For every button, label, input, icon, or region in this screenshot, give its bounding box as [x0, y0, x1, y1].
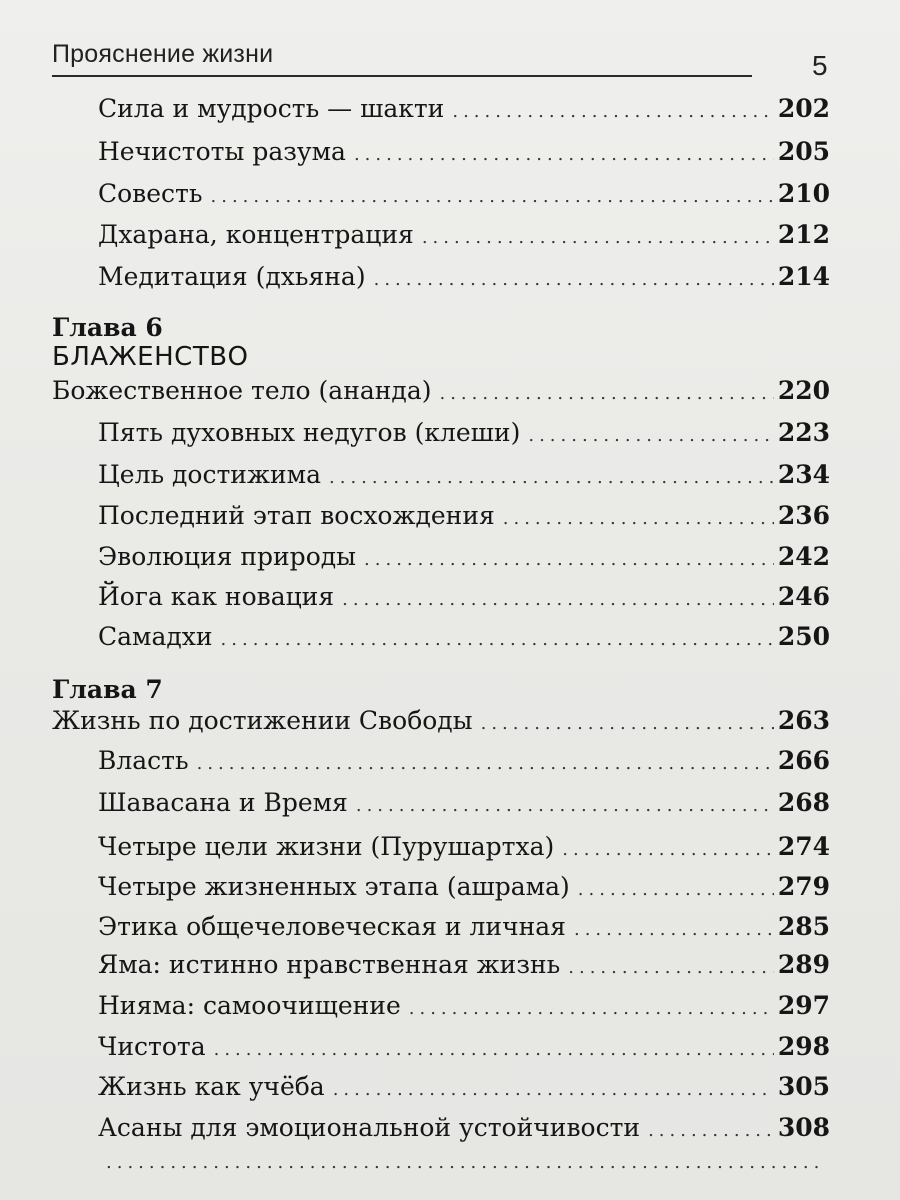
toc-leader-dots [574, 921, 774, 939]
toc-entry-title: Нияма: самоочищение [98, 991, 401, 1020]
toc-entry [98, 1154, 830, 1172]
toc-entry-title: Совесть [98, 179, 203, 208]
toc-entry-page: 279 [777, 872, 830, 901]
toc-entry-page: 297 [777, 991, 830, 1020]
toc-leader-dots [503, 510, 774, 528]
toc-leader-dots [342, 591, 774, 609]
toc-entry-title: Последний этап восхождения [98, 501, 495, 530]
toc-leader-dots [364, 551, 774, 569]
toc-entry-page: 274 [777, 832, 830, 861]
toc-entry-page: 250 [777, 622, 830, 651]
header-rule [52, 75, 752, 77]
toc-entry-page: 263 [777, 706, 830, 735]
toc-entry-title: Цель достижима [98, 460, 321, 489]
toc-leader-dots [452, 103, 773, 121]
toc-entry-title: Нечистоты разума [98, 137, 346, 166]
toc-leader-dots [333, 1081, 774, 1099]
toc-leader-dots [374, 271, 774, 289]
toc-entry-title: Эволюция природы [98, 542, 357, 571]
toc-entry-page: 214 [777, 262, 830, 291]
toc-entry-title: Шавасана и Время [98, 788, 348, 817]
toc-entry-page: 308 [777, 1113, 830, 1142]
toc-entry-title: Дхарана, концентрация [98, 220, 414, 249]
toc-entry [98, 1115, 830, 1140]
toc-entry-page: 212 [777, 220, 830, 249]
toc-entry [98, 748, 830, 773]
toc-entry [98, 624, 830, 649]
toc-entry [98, 834, 830, 859]
toc-leader-dots [211, 188, 774, 206]
toc-entry [98, 584, 830, 609]
toc-entry [98, 993, 830, 1018]
toc-entry-page: 234 [777, 460, 830, 489]
toc-entry [98, 462, 830, 487]
toc-entry-page: 223 [777, 418, 830, 447]
toc-entry [98, 952, 830, 977]
toc-leader-dots [356, 797, 774, 815]
toc-leader-dots [197, 755, 774, 773]
toc-entry [98, 1034, 830, 1059]
toc-entry-page: 242 [777, 542, 830, 571]
toc-leader-dots [221, 631, 774, 649]
running-title: Прояснение жизни [52, 40, 274, 68]
toc-entry [98, 790, 830, 815]
toc-entry-page: 298 [777, 1032, 830, 1061]
toc-entry [98, 222, 830, 247]
toc-entry [98, 96, 830, 121]
toc-entry-title: Медитация (дхьяна) [98, 262, 366, 291]
toc-entry-page: 205 [777, 137, 830, 166]
toc-entry-title: Асаны для эмоциональной устойчивости [98, 1113, 641, 1142]
toc-entry-title: Пять духовных недугов (клеши) [98, 418, 521, 447]
toc-entry [98, 544, 830, 569]
toc-entry [98, 420, 830, 445]
toc-leader-dots [354, 146, 774, 164]
toc-leader-dots [329, 469, 774, 487]
toc-entry-title: Йога как новация [98, 582, 335, 611]
toc-leader-dots [439, 385, 773, 403]
toc-entry-page: 220 [777, 376, 830, 405]
toc-entry-page: 202 [777, 94, 830, 123]
toc-entry-title: Божественное тело (ананда) [52, 376, 432, 405]
toc-leader-dots [528, 427, 773, 445]
toc-entry-page: 210 [777, 179, 830, 208]
toc-entry-title: Власть [98, 746, 189, 775]
toc-entry-page: 266 [777, 746, 830, 775]
toc-entry-page: 246 [777, 582, 830, 611]
toc-entry-main [52, 708, 830, 733]
toc-entry [98, 181, 830, 206]
toc-entry [98, 874, 830, 899]
toc-entry-main [52, 378, 830, 403]
toc-entry [98, 139, 830, 164]
toc-entry [98, 503, 830, 528]
toc-entry-page: 268 [777, 788, 830, 817]
toc-leader-dots [106, 1154, 826, 1172]
toc-entry-title: Жизнь по достижении Свободы [52, 706, 473, 735]
toc-leader-dots [648, 1122, 774, 1140]
toc-leader-dots [562, 841, 774, 859]
toc-entry-title: Самадхи [98, 622, 213, 651]
chapter-title: БЛАЖЕНСТВО [52, 342, 249, 372]
toc-leader-dots [409, 1000, 774, 1018]
chapter-label: Глава 6 [52, 313, 163, 342]
toc-entry-title: Четыре жизненных этапа (ашрама) [98, 872, 570, 901]
toc-leader-dots [481, 715, 774, 733]
toc-entry [98, 264, 830, 289]
page-number: 5 [812, 50, 828, 81]
toc-leader-dots [578, 881, 774, 899]
toc-leader-dots [214, 1041, 774, 1059]
toc-entry-title: Сила и мудрость — шакти [98, 94, 445, 123]
toc-entry [98, 1074, 830, 1099]
toc-entry-title: Жизнь как учёба [98, 1072, 325, 1101]
toc-entry-page: 285 [777, 912, 830, 941]
toc-entry-page: 305 [777, 1072, 830, 1101]
toc-entry-title: Яма: истинно нравственная жизнь [98, 950, 561, 979]
toc-leader-dots [568, 959, 774, 977]
toc-entry-page: 236 [777, 501, 830, 530]
toc-entry-page: 289 [777, 950, 830, 979]
chapter-label: Глава 7 [52, 675, 163, 704]
toc-leader-dots [422, 229, 774, 247]
toc-entry-title: Этика общечеловеческая и личная [98, 912, 566, 941]
toc-entry-title: Чистота [98, 1032, 206, 1061]
toc-entry [98, 914, 830, 939]
toc-entry-title: Четыре цели жизни (Пурушартха) [98, 832, 555, 861]
